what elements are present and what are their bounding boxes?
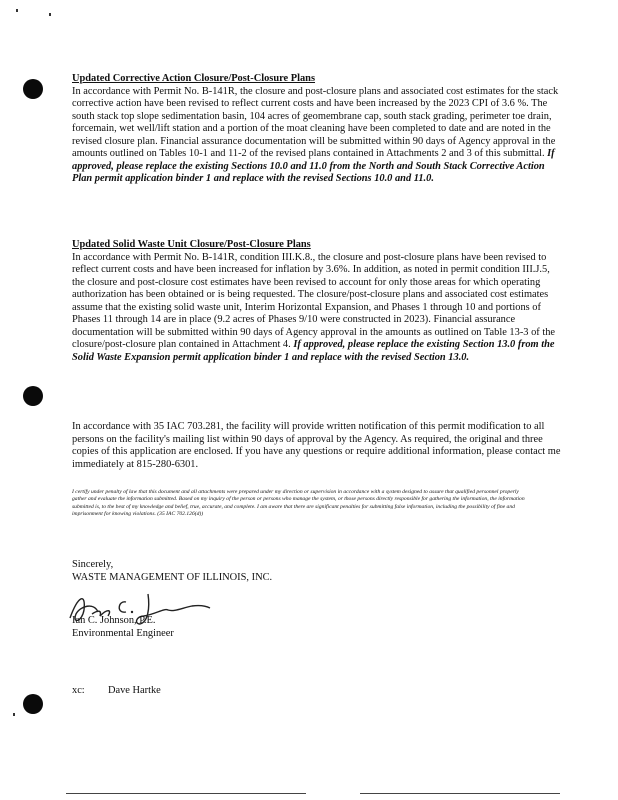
page-edge-line: [360, 793, 560, 794]
section-heading: Updated Solid Waste Unit Closure/Post-Closure Plans: [72, 239, 311, 250]
binder-hole-middle: [23, 386, 43, 406]
instruction-text: If approved, please replace the existing Section 13.0 from the Solid Waste Expansion permit application binder 1 and replace with the revised Section 13.0.: [72, 339, 555, 363]
body-text: In accordance with Permit No. B-141R, condition III.K.8., the closure and post-closure plans have been revised to reflect current costs and have been increased for inflation by 3.6%. In addition, as noted in permit condition III.J.5, the closure and post-closure cost estimates have been revised to account for only those areas for which operating authorization has been obtained or is being requested. The closure/post-closure plans and associated cost estimates assume that the existing solid waste unit, Interim Horizontal Expansion, and Phases 1 through 10 and portions of Phases 11 through 14 are in place (9.2 acres of Phases 9/10 were constructed in 2023). Financial assurance documentation will be submitted within 90 days of Agency approval in the amounts as outlined on Table 13-3 of the closure/post-closure plan contained in Attachment 4.: [72, 251, 556, 350]
signer-title: Environmental Engineer: [72, 628, 174, 639]
company-name: WASTE MANAGEMENT OF ILLINOIS, INC.: [72, 572, 273, 583]
signer-name: Ian C. Johnson, P.E.: [72, 615, 156, 626]
page-edge-line: [66, 793, 306, 794]
scan-speck: [16, 9, 18, 12]
cc-name: Dave Hartke: [108, 685, 161, 696]
notification-paragraph: [72, 421, 562, 471]
section-corrective-action: [72, 73, 562, 186]
scan-speck: [13, 713, 15, 716]
body-text: In accordance with Permit No. B-141R, the closure and post-closure plans and associated cost estimates for the stack corrective action have been revised to reflect current costs and have been increased by the 2023 CPI of 3.6 %. The south stack top slope sedimentation basin, 104 acres of geomembrane cap, south stack grading, perimeter toe drain, forcemain, wet well/lift station and a portion of the moat cleaning have been completed to date and are noted in the revised closure plan. Financial assurance documentation will be submitted within 90 days of Agency approval in the amounts outlined on Tables 10-1 and 11-2 of the revised plans contained in Attachments 2 and 3 of this submittal.: [72, 85, 559, 159]
paragraph-text: In accordance with 35 IAC 703.281, the facility will provide written notification of this permit modification to all persons on the facility's mailing list within 90 days of approval by the Agency. As required, the original and three copies of this application are enclosed. If you have any questions or require additional information, please contact me immediately at 815-280-6301.: [72, 421, 561, 470]
section-body: [72, 252, 562, 365]
section-body: [72, 86, 562, 186]
binder-hole-bottom: [23, 694, 43, 714]
salutation: Sincerely,: [72, 559, 114, 570]
section-solid-waste: [72, 239, 562, 364]
binder-hole-top: [23, 79, 43, 99]
certification-statement: I certify under penalty of law that this document and all attachments were prepared under my direction or supervision in accordance with a system designed to assure that qualified personnel properly gather and evaluate the information submitted. Based on my inquiry of the person or persons who manage the system, or those persons directly responsible for gathering the information, the information submitted is, to the best of my knowledge and belief, true, accurate, and complete. I am aware that there are significant penalties for submitting false information, including the possibility of fine and imprisonment for knowing violations. (35 IAC 702.126(d)): [72, 489, 525, 518]
section-heading: Updated Corrective Action Closure/Post-Closure Plans: [72, 73, 316, 84]
cc-label: xc:: [72, 685, 85, 696]
scan-speck: [49, 13, 51, 16]
instruction-text: If approved, please replace the existing Sections 10.0 and 11.0 from the North and South Stack Corrective Action Plan permit application binder 1 and replace with the revised Sections 10.0 and 11.0.: [72, 148, 555, 184]
